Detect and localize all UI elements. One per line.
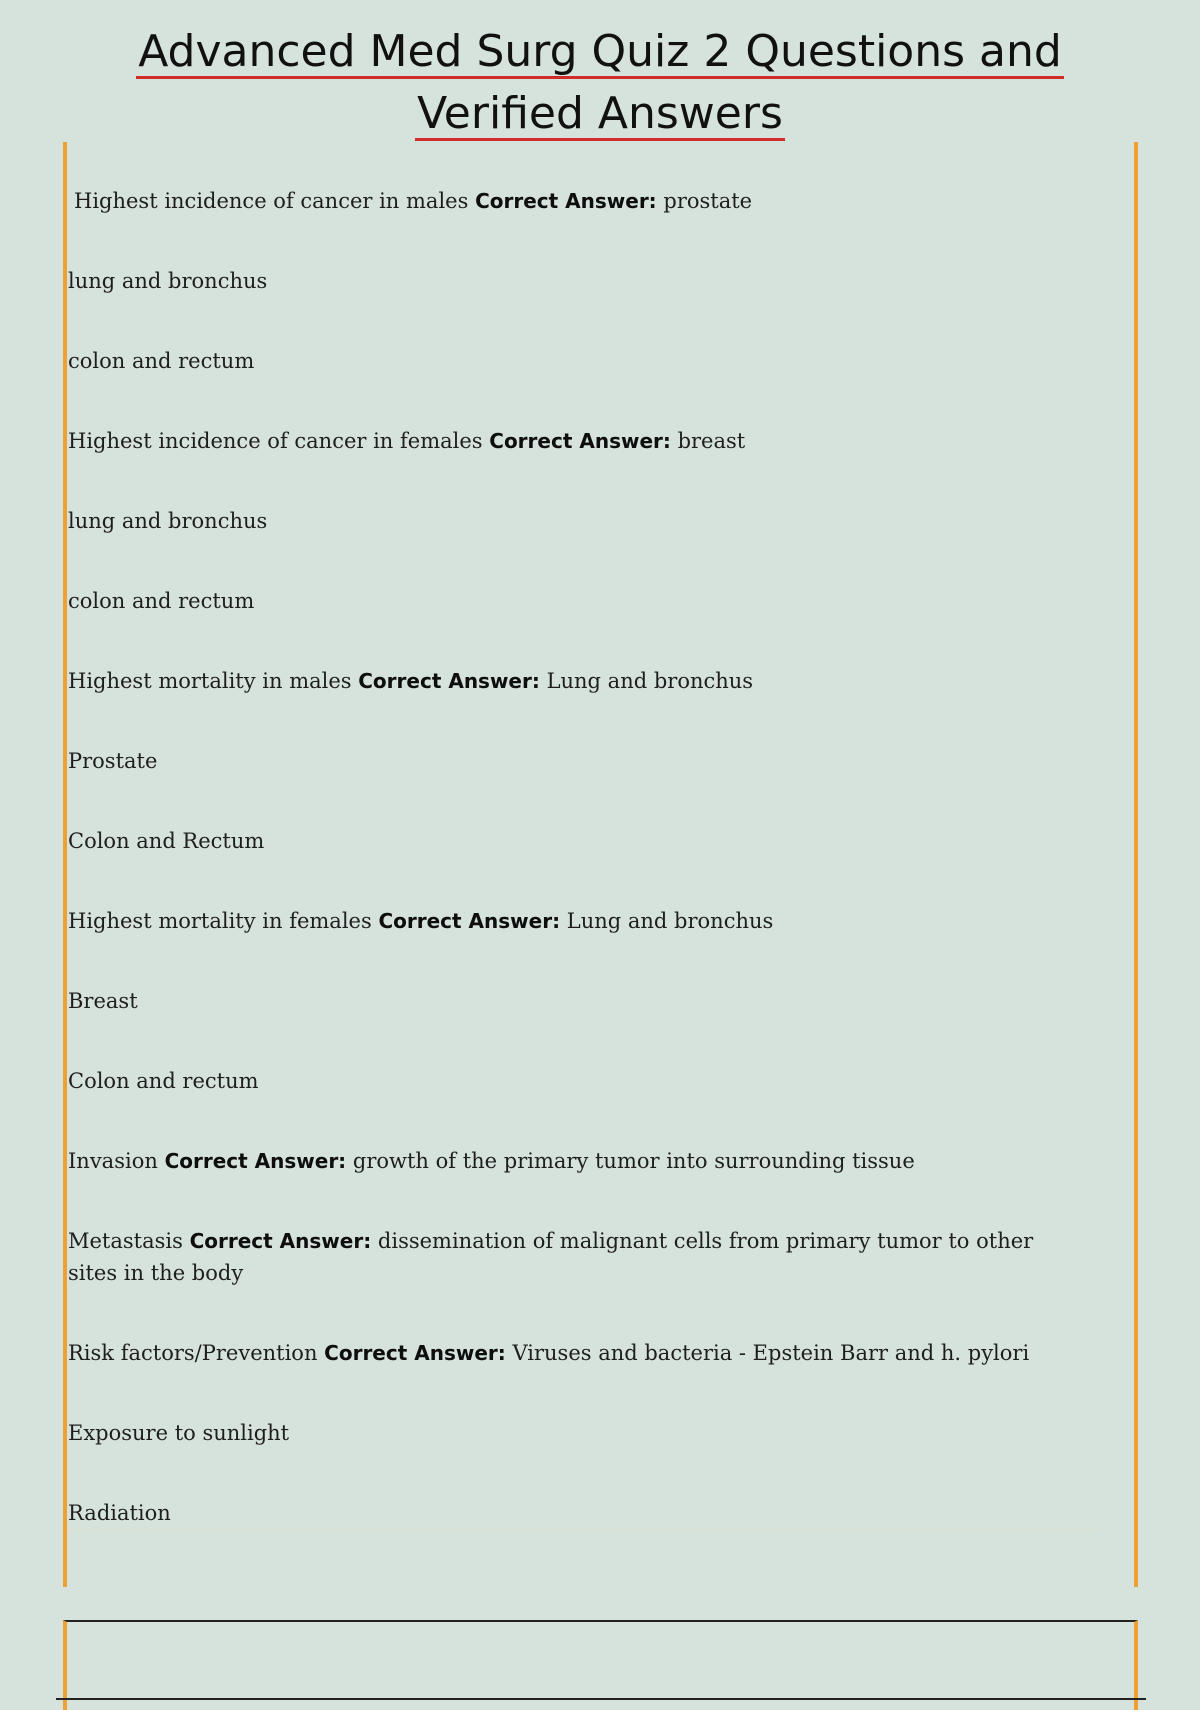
qa-item — [68, 425, 1088, 457]
qa-content — [68, 185, 1088, 1530]
title-line-2: Verified Answers — [417, 88, 783, 139]
answer-text: Lung and bronchus — [546, 669, 754, 693]
qa-item — [68, 1145, 1088, 1177]
line-text: Colon and rectum — [68, 1069, 259, 1093]
line-text: lung and bronchus — [68, 509, 268, 533]
question-text: Highest mortality in males — [68, 669, 352, 693]
correct-answer-label: Correct Answer: — [164, 1149, 347, 1173]
list-item — [68, 345, 1088, 377]
question-text: Invasion — [68, 1149, 158, 1173]
qa-item — [68, 1337, 1088, 1369]
answer-text: growth of the primary tumor into surrounding tissue — [352, 1149, 915, 1173]
answer-text: dissemination of malignant cells from primary tumor to other sites in the body — [68, 1229, 1034, 1285]
answer-text: breast — [677, 429, 746, 453]
line-text: colon and rectum — [68, 349, 255, 373]
line-text: colon and rectum — [68, 589, 255, 613]
answer-text: Lung and bronchus — [566, 909, 774, 933]
question-text: Metastasis — [68, 1229, 183, 1253]
question-text: Risk factors/Prevention — [68, 1341, 318, 1365]
list-item — [68, 745, 1088, 777]
correct-answer-label: Correct Answer: — [324, 1341, 506, 1365]
correct-answer-label: Correct Answer: — [489, 429, 671, 453]
question-text: Highest mortality in females — [68, 909, 372, 933]
line-text: Radiation — [68, 1501, 171, 1525]
qa-item — [68, 665, 1088, 697]
qa-item — [68, 905, 1088, 937]
question-text: Highest incidence of cancer in females — [68, 429, 483, 453]
list-item — [68, 585, 1088, 617]
qa-item — [68, 185, 1088, 217]
document-title — [0, 24, 1200, 142]
list-item — [68, 1065, 1088, 1097]
line-text: Colon and Rectum — [68, 829, 265, 853]
correct-answer-label: Correct Answer: — [189, 1229, 372, 1253]
list-item — [68, 985, 1088, 1017]
list-item — [68, 825, 1088, 857]
line-text: Breast — [68, 989, 138, 1013]
list-item — [68, 1497, 1098, 1530]
line-text: lung and bronchus — [68, 269, 268, 293]
answer-text: Viruses and bacteria - Epstein Barr and h. pylori — [512, 1341, 1030, 1365]
answer-text: prostate — [663, 189, 753, 213]
question-text: Highest incidence of cancer in males — [74, 189, 469, 213]
correct-answer-label: Correct Answer: — [378, 909, 561, 933]
line-text: Exposure to sunlight — [68, 1421, 290, 1445]
list-item — [68, 265, 1088, 297]
next-section-frame — [63, 1620, 1138, 1710]
qa-item — [68, 1225, 1088, 1289]
correct-answer-label: Correct Answer: — [475, 189, 657, 213]
line-text: Prostate — [68, 749, 158, 773]
list-item — [68, 505, 1088, 537]
list-item — [68, 1417, 1088, 1449]
correct-answer-label: Correct Answer: — [358, 669, 540, 693]
title-line-1: Advanced Med Surg Quiz 2 Questions and — [138, 26, 1062, 77]
